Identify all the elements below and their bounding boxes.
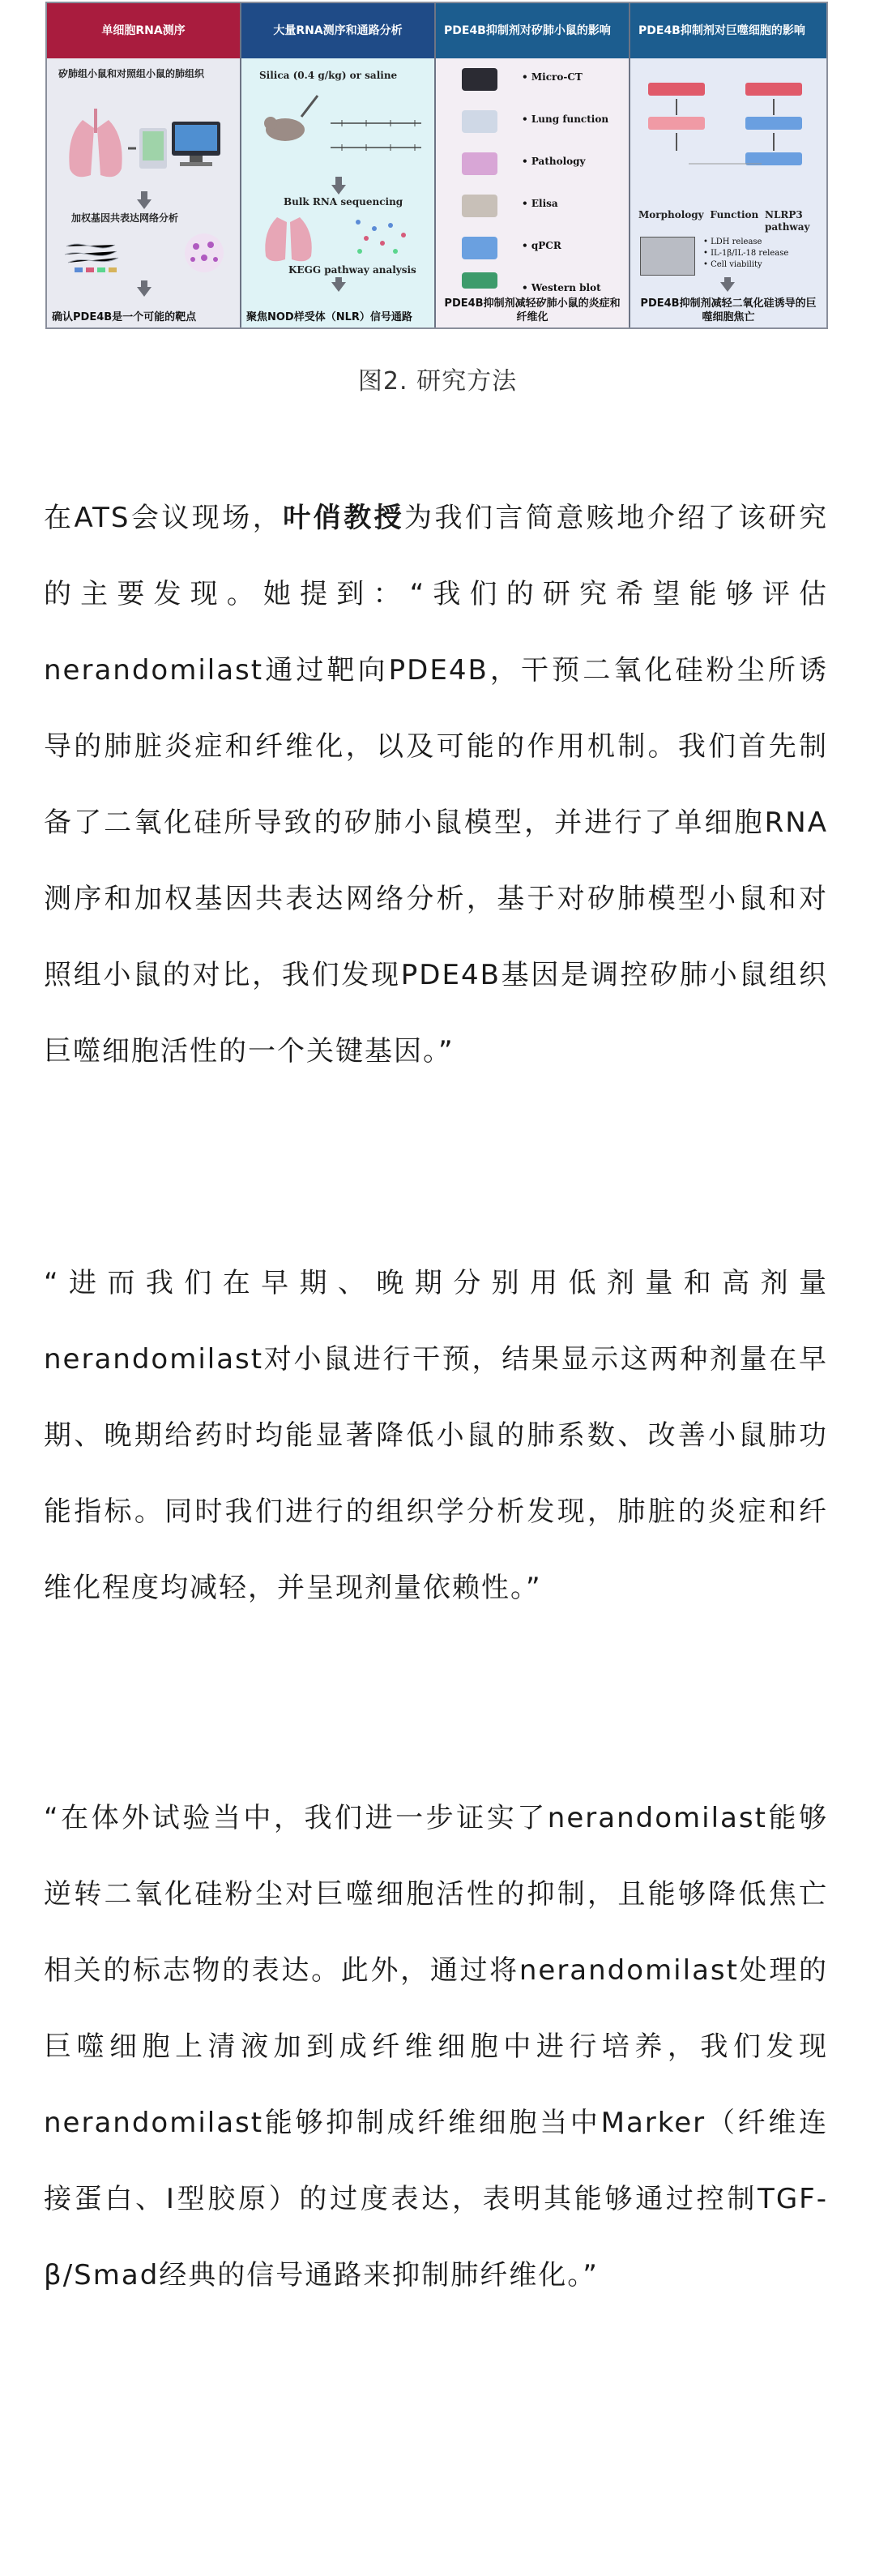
elisa-icon: [462, 195, 497, 217]
panel-conclusion: PDE4B抑制剂减轻矽肺小鼠的炎症和纤维化: [444, 297, 621, 323]
lungs-computer-illustration: [58, 104, 233, 193]
silica-dose-label: Silica (0.4 g/kg) or saline: [259, 70, 398, 81]
panel-bulk-rna: [241, 3, 436, 327]
panel-conclusion: 聚焦NOD样受体（NLR）信号通路: [246, 311, 412, 323]
paragraph-3: “在体外试验当中，我们进一步证实了nerandomilast能够逆转二氧化硅粉尘对巨噬细胞活性的抑制，且能够降低焦亡相关的标志物的表达。此外，通过将nerandomilast处理的巨噬细胞上清液加到成纤维细胞中进行培养，我们发现nerandomilast能够抑制成纤维细胞当中Marker（纤维连接蛋白、I型胶原）的过度表达，表明其能够通过控制TGF-β/Smad经典的信号通路来抑制肺纤维化。”: [44, 1802, 828, 2291]
method-item: • Micro-CT: [522, 71, 583, 83]
lung-function-icon: [462, 110, 497, 133]
research-methods-figure: [45, 2, 828, 329]
panel-title: 单细胞RNA测序: [47, 3, 240, 58]
readouts-list: • LDH release • IL-1β/IL-18 release • Cell viability: [703, 237, 789, 269]
lungs-chart-illustration: [253, 211, 428, 264]
method-item: • qPCR: [522, 240, 561, 251]
mouse-timeline-illustration: [253, 84, 428, 173]
panel-title: PDE4B抑制剂对巨噬细胞的影响: [630, 3, 826, 58]
panel-conclusion: PDE4B抑制剂减轻二氧化硅诱导的巨噬细胞焦亡: [640, 297, 817, 323]
method-item: • Elisa: [522, 198, 558, 209]
panel-title: PDE4B抑制剂对矽肺小鼠的影响: [436, 3, 629, 58]
kegg-label: KEGG pathway analysis: [288, 264, 416, 276]
method-item: • Pathology: [522, 156, 586, 167]
panel-single-cell-rna: [47, 3, 241, 327]
figure-caption: 图2. 研究方法: [357, 367, 518, 396]
panel-step-text: 加权基因共表达网络分析: [71, 212, 179, 224]
pathology-icon: [462, 152, 497, 175]
network-illustration: [58, 230, 233, 280]
panel-title: 大量RNA测序和通路分析: [241, 3, 434, 58]
micro-ct-icon: [462, 68, 497, 91]
panel-conclusion: 确认PDE4B是一个可能的靶点: [52, 311, 197, 323]
panel-step-text: 矽肺组小鼠和对照组小鼠的肺组织: [58, 68, 205, 79]
panel-pde4b-macrophage: [630, 3, 826, 327]
macrophage-labels: Morphology Function NLRP3 pathway: [638, 209, 810, 233]
paragraph-2: “进而我们在早期、晚期分别用低剂量和高剂量nerandomilast对小鼠进行干预，结果显示这两种剂量在早期、晚期给药时均能显著降低小鼠的肺系数、改善小鼠肺功能指标。同时我们进行的组织学分析发现，肺脏的炎症和纤维化程度均减轻，并呈现剂量依赖性。”: [44, 1267, 828, 1604]
bulk-rna-label: Bulk RNA sequencing: [284, 196, 403, 208]
methods-list: [522, 71, 608, 324]
method-item: • Lung function: [522, 113, 609, 125]
paragraph-1: 在ATS会议现场，叶俏教授为我们言简意赅地介绍了该研究的主要发现。她提到：“我们的研究希望能够评估nerandomilast通过靶向PDE4B，干预二氧化硅粉尘所诱导的肺脏炎症和纤维化，以及可能的作用机制。我们首先制备了二氧化硅所导致的矽肺小鼠模型，并进行了单细胞RNA测序和加权基因共表达网络分析，基于对矽肺模型小鼠和对照组小鼠的对比，我们发现PDE4B基因是调控矽肺小鼠组织巨噬细胞活性的一个关键基因。”: [44, 502, 828, 1068]
macrophage-flow-illustration: [640, 66, 817, 196]
panel-pde4b-mice: [436, 3, 630, 327]
qpcr-icon: [462, 237, 497, 259]
method-item: • Western blot: [522, 282, 601, 293]
cell-morphology-image: [640, 237, 695, 276]
professor-name: 叶俏教授: [283, 502, 405, 534]
western-blot-icon: [462, 272, 497, 289]
